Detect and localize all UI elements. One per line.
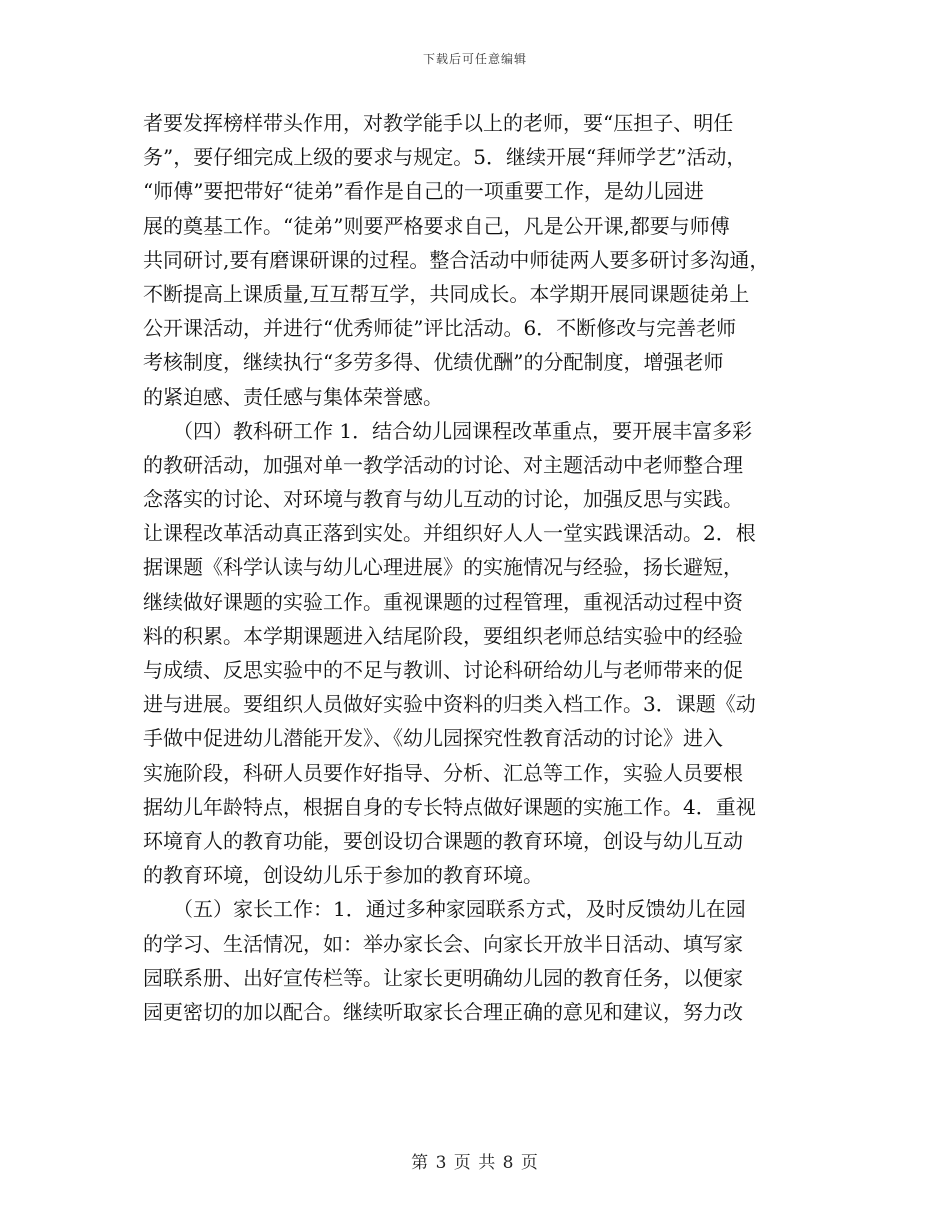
page-number: 第 3 页 共 8 页: [411, 1153, 539, 1173]
section-heading-line: （四）教科研工作 1．结合幼儿园课程改革重点，要开展丰富多彩: [143, 418, 753, 443]
text-line: 公开课活动，并进行“优秀师徒”评比活动。6．不断修改与完善老师: [143, 316, 737, 341]
text-line: 不断提高上课质量,互互帮互学，共同成长。本学期开展同课题徒弟上: [143, 281, 750, 306]
section-heading-line: （五）家长工作：1．通过多种家园联系方式，及时反馈幼儿在园: [143, 897, 746, 922]
text-line: 据课题《科学认读与幼儿心理进展》的实施情况与经验，扬长避短，: [143, 555, 743, 580]
text-line: 手做中促进幼儿潜能开发》、《幼儿园探究性教育活动的讨论》进入: [143, 726, 723, 751]
text-line: 的教育环境，创设幼儿乐于参加的教育环境。: [143, 863, 543, 888]
text-line: 的学习、生活情况，如：举办家长会、向家长开放半日活动、填写家: [143, 931, 743, 956]
text-line: 共同研讨,要有磨课研课的过程。整合活动中师徒两人要多研讨多沟通，: [143, 247, 770, 272]
text-line: 者要发挥榜样带头作用，对教学能手以上的老师，要“压担子、明任: [143, 111, 734, 135]
text-line: 的教研活动，加强对单一教学活动的讨论、对主题活动中老师整合理: [143, 452, 743, 477]
document-body: [143, 106, 808, 1029]
text-line: 环境育人的教育功能，要创设切合课题的教育环境，创设与幼儿互动: [143, 828, 743, 853]
text-line: 进与进展。要组织人员做好实验中资料的归类入档工作。3．课题《动: [143, 692, 756, 717]
text-line: 考核制度，继续执行“多劳多得、优绩优酬”的分配制度，增强老师: [143, 350, 724, 375]
text-line: 实施阶段，科研人员要作好指导、分析、汇总等工作，实验人员要根: [143, 760, 743, 785]
page-header: 下载后可任意编辑: [422, 52, 527, 66]
text-line: 念落实的讨论、对环境与教育与幼儿互动的讨论，加强反思与实践。: [143, 487, 743, 512]
text-line: 务”，要仔细完成上级的要求与规定。5．继续开展“拜师学艺”活动，: [143, 145, 747, 170]
text-line: 园联系册、出好宣传栏等。让家长更明确幼儿园的教育任务，以便家: [143, 965, 743, 990]
text-line: 与成绩、反思实验中的不足与教训、讨论科研给幼儿与老师带来的促: [143, 658, 743, 682]
text-line: 料的积累。本学期课题进入结尾阶段，要组织老师总结实验中的经验: [143, 623, 743, 648]
text-line: 园更密切的加以配合。继续听取家长合理正确的意见和建议，努力改: [143, 999, 743, 1024]
text-line: 据幼儿年龄特点，根据自身的专长特点做好课题的实施工作。4．重视: [143, 794, 756, 819]
text-line: 让课程改革活动真正落到实处。并组织好人人一堂实践课活动。2．根: [143, 521, 756, 546]
text-line: 展的奠基工作。“徒弟”则要严格要求自己，凡是公开课,都要与师傅: [143, 213, 730, 238]
text-line: “师傅”要把带好“徒弟”看作是自己的一项重要工作，是幼儿园进: [143, 179, 704, 204]
text-line: 的紧迫感、责任感与集体荣誉感。: [143, 384, 443, 409]
text-line: 继续做好课题的实验工作。重视课题的过程管理，重视活动过程中资: [143, 589, 743, 614]
